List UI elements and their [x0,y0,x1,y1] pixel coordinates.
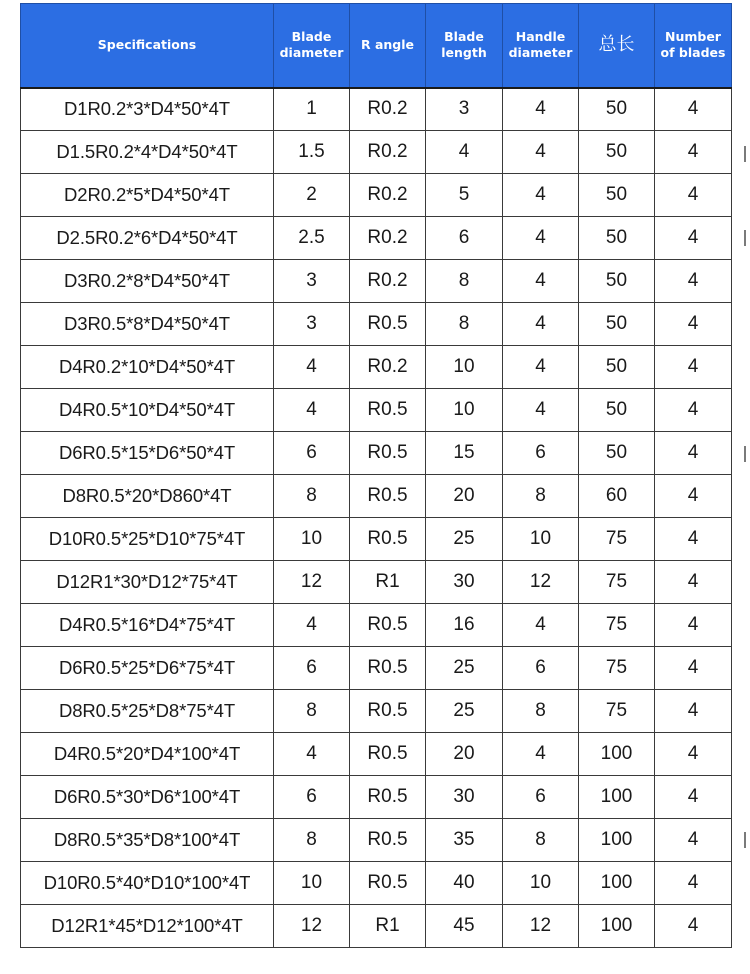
blade-diameter-cell: 3 [274,303,350,346]
table-row [21,346,732,389]
r-angle-cell: R0.5 [350,647,426,690]
number-of-blades-cell: 4 [655,647,732,690]
specification-cell: D6R0.5*30*D6*100*4T [21,776,274,819]
blade-diameter-cell: 8 [274,475,350,518]
header-specifications: Specifications [21,4,274,88]
table-row [21,561,732,604]
handle-diameter-cell: 4 [503,303,579,346]
total-length-cell: 50 [579,131,655,174]
number-of-blades-cell: 4 [655,475,732,518]
handle-diameter-cell: 4 [503,733,579,776]
r-angle-cell: R0.5 [350,862,426,905]
blade-length-cell: 35 [426,819,503,862]
blade-length-cell: 8 [426,260,503,303]
table-row [21,518,732,561]
number-of-blades-cell: 4 [655,217,732,260]
total-length-cell: 75 [579,561,655,604]
r-angle-cell: R0.5 [350,518,426,561]
blade-diameter-cell: 10 [274,862,350,905]
header-total-length: 总长 [579,4,655,88]
blade-length-cell: 8 [426,303,503,346]
blade-diameter-cell: 3 [274,260,350,303]
number-of-blades-cell: 4 [655,733,732,776]
blade-diameter-cell: 1.5 [274,131,350,174]
total-length-cell: 50 [579,303,655,346]
total-length-cell: 100 [579,905,655,948]
number-of-blades-cell: 4 [655,346,732,389]
table-row [21,432,732,475]
blade-diameter-cell: 10 [274,518,350,561]
header-blade-diameter: Blade diameter [274,4,350,88]
specification-cell: D6R0.5*15*D6*50*4T [21,432,274,475]
number-of-blades-cell: 4 [655,389,732,432]
specification-cell: D4R0.5*20*D4*100*4T [21,733,274,776]
specification-cell: D1.5R0.2*4*D4*50*4T [21,131,274,174]
r-angle-cell: R0.5 [350,389,426,432]
header-handle-diameter: Handle diameter [503,4,579,88]
blade-length-cell: 30 [426,776,503,819]
handle-diameter-cell: 4 [503,389,579,432]
total-length-cell: 50 [579,432,655,475]
specification-cell: D12R1*30*D12*75*4T [21,561,274,604]
handle-diameter-cell: 4 [503,217,579,260]
header-number-of-blades: Number of blades [655,4,732,88]
handle-diameter-cell: 10 [503,518,579,561]
r-angle-cell: R0.5 [350,303,426,346]
number-of-blades-cell: 4 [655,776,732,819]
number-of-blades-cell: 4 [655,88,732,131]
total-length-cell: 100 [579,733,655,776]
blade-length-cell: 6 [426,217,503,260]
handle-diameter-cell: 12 [503,561,579,604]
table-row [21,217,732,260]
edge-divider-mark [744,230,746,246]
blade-length-cell: 15 [426,432,503,475]
header-r-angle: R angle [350,4,426,88]
specification-cell: D4R0.5*16*D4*75*4T [21,604,274,647]
header-blade-length: Blade length [426,4,503,88]
table-row [21,260,732,303]
blade-diameter-cell: 4 [274,604,350,647]
total-length-cell: 50 [579,389,655,432]
number-of-blades-cell: 4 [655,303,732,346]
number-of-blades-cell: 4 [655,174,732,217]
table-row [21,819,732,862]
handle-diameter-cell: 6 [503,776,579,819]
number-of-blades-cell: 4 [655,604,732,647]
specification-cell: D3R0.2*8*D4*50*4T [21,260,274,303]
edge-divider-mark [744,832,746,848]
blade-length-cell: 30 [426,561,503,604]
header-row [21,4,732,88]
blade-length-cell: 16 [426,604,503,647]
r-angle-cell: R0.2 [350,260,426,303]
specification-cell: D8R0.5*35*D8*100*4T [21,819,274,862]
handle-diameter-cell: 4 [503,131,579,174]
specification-cell: D2R0.2*5*D4*50*4T [21,174,274,217]
handle-diameter-cell: 8 [503,819,579,862]
specification-cell: D2.5R0.2*6*D4*50*4T [21,217,274,260]
total-length-cell: 100 [579,819,655,862]
spec-table [20,3,732,948]
r-angle-cell: R0.5 [350,819,426,862]
edge-divider-mark [744,446,746,462]
table-row [21,303,732,346]
r-angle-cell: R0.2 [350,131,426,174]
handle-diameter-cell: 10 [503,862,579,905]
spec-table-body [21,88,732,948]
total-length-cell: 75 [579,604,655,647]
total-length-cell: 60 [579,475,655,518]
specification-cell: D6R0.5*25*D6*75*4T [21,647,274,690]
specification-cell: D12R1*45*D12*100*4T [21,905,274,948]
blade-diameter-cell: 4 [274,389,350,432]
number-of-blades-cell: 4 [655,260,732,303]
blade-length-cell: 40 [426,862,503,905]
number-of-blades-cell: 4 [655,561,732,604]
number-of-blades-cell: 4 [655,862,732,905]
r-angle-cell: R1 [350,905,426,948]
total-length-cell: 50 [579,217,655,260]
table-row [21,389,732,432]
r-angle-cell: R0.2 [350,217,426,260]
r-angle-cell: R0.5 [350,432,426,475]
edge-divider-mark [744,146,746,162]
handle-diameter-cell: 8 [503,690,579,733]
total-length-cell: 75 [579,518,655,561]
r-angle-cell: R0.5 [350,604,426,647]
specification-cell: D10R0.5*40*D10*100*4T [21,862,274,905]
table-row [21,733,732,776]
number-of-blades-cell: 4 [655,131,732,174]
spec-table-container [20,3,731,948]
total-length-cell: 50 [579,260,655,303]
handle-diameter-cell: 4 [503,174,579,217]
blade-diameter-cell: 4 [274,733,350,776]
blade-length-cell: 20 [426,475,503,518]
table-row [21,905,732,948]
table-row [21,174,732,217]
blade-length-cell: 5 [426,174,503,217]
handle-diameter-cell: 4 [503,260,579,303]
r-angle-cell: R0.5 [350,733,426,776]
r-angle-cell: R0.5 [350,475,426,518]
r-angle-cell: R0.2 [350,174,426,217]
total-length-cell: 50 [579,174,655,217]
blade-diameter-cell: 8 [274,690,350,733]
number-of-blades-cell: 4 [655,819,732,862]
blade-length-cell: 25 [426,518,503,561]
handle-diameter-cell: 8 [503,475,579,518]
blade-diameter-cell: 2 [274,174,350,217]
blade-length-cell: 3 [426,88,503,131]
total-length-cell: 50 [579,88,655,131]
blade-diameter-cell: 12 [274,905,350,948]
number-of-blades-cell: 4 [655,432,732,475]
blade-length-cell: 25 [426,647,503,690]
table-row [21,776,732,819]
blade-length-cell: 25 [426,690,503,733]
number-of-blades-cell: 4 [655,905,732,948]
blade-diameter-cell: 2.5 [274,217,350,260]
number-of-blades-cell: 4 [655,690,732,733]
blade-length-cell: 10 [426,346,503,389]
handle-diameter-cell: 6 [503,647,579,690]
total-length-cell: 100 [579,862,655,905]
blade-length-cell: 20 [426,733,503,776]
r-angle-cell: R0.5 [350,690,426,733]
table-row [21,604,732,647]
total-length-cell: 100 [579,776,655,819]
blade-diameter-cell: 6 [274,647,350,690]
blade-diameter-cell: 8 [274,819,350,862]
blade-diameter-cell: 6 [274,432,350,475]
blade-diameter-cell: 12 [274,561,350,604]
r-angle-cell: R0.5 [350,776,426,819]
total-length-cell: 50 [579,346,655,389]
blade-diameter-cell: 1 [274,88,350,131]
specification-cell: D1R0.2*3*D4*50*4T [21,88,274,131]
blade-length-cell: 4 [426,131,503,174]
table-row [21,690,732,733]
table-row [21,475,732,518]
table-row [21,647,732,690]
handle-diameter-cell: 4 [503,346,579,389]
specification-cell: D4R0.5*10*D4*50*4T [21,389,274,432]
blade-diameter-cell: 4 [274,346,350,389]
table-row [21,88,732,131]
specification-cell: D8R0.5*20*D860*4T [21,475,274,518]
table-row [21,131,732,174]
handle-diameter-cell: 4 [503,88,579,131]
number-of-blades-cell: 4 [655,518,732,561]
blade-length-cell: 45 [426,905,503,948]
handle-diameter-cell: 6 [503,432,579,475]
blade-diameter-cell: 6 [274,776,350,819]
table-row [21,862,732,905]
handle-diameter-cell: 4 [503,604,579,647]
total-length-cell: 75 [579,690,655,733]
r-angle-cell: R0.2 [350,346,426,389]
handle-diameter-cell: 12 [503,905,579,948]
specification-cell: D3R0.5*8*D4*50*4T [21,303,274,346]
specification-cell: D4R0.2*10*D4*50*4T [21,346,274,389]
blade-length-cell: 10 [426,389,503,432]
total-length-cell: 75 [579,647,655,690]
r-angle-cell: R0.2 [350,88,426,131]
specification-cell: D10R0.5*25*D10*75*4T [21,518,274,561]
specification-cell: D8R0.5*25*D8*75*4T [21,690,274,733]
r-angle-cell: R1 [350,561,426,604]
